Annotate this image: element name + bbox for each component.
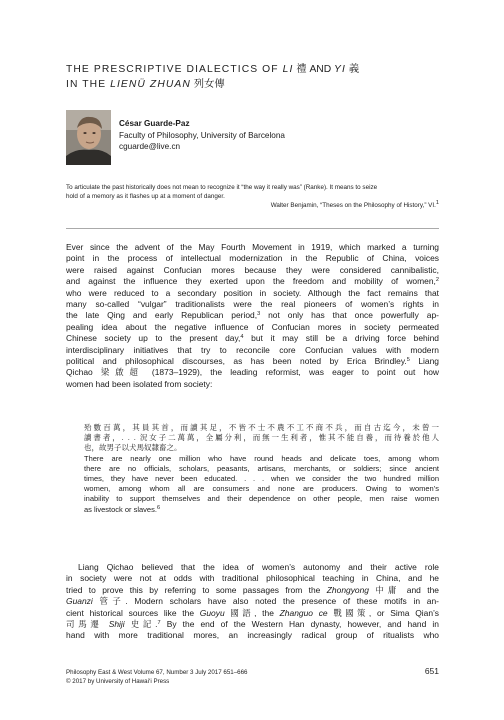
text-line: in society were not at odds with traditional philosophical teaching in China, and he bbox=[66, 573, 439, 584]
footnote-ref[interactable]: 4 bbox=[240, 334, 244, 341]
journal-citation: Philosophy East & West Volume 67, Number 3 July 2017 651–666 bbox=[66, 669, 248, 676]
footnote-ref[interactable]: 2 bbox=[435, 277, 439, 284]
quote-english-line: times, they have never been educated. . . . when we consider the two hundred million bbox=[84, 474, 439, 484]
quote-english-line: as livestock or slaves.$^6$ bbox=[84, 504, 161, 514]
quote-chinese-line: 殆數百萬，其員其首，而讀其足，不皆不士不農不工不商不兵，而自古迄今，未曾一 bbox=[84, 423, 439, 432]
text-line: and against the influence they exerted upon the freedom and mobility of women,$^2$ bbox=[66, 276, 439, 287]
text-line: Liang Qichao believed that the idea of women’s autonomy and their active role bbox=[78, 562, 439, 572]
epigraph-line: To articulate the past historically does not mean to recognize it “the way it really was” (Ranke). It means to seize bbox=[66, 184, 378, 191]
body-paragraph-2 bbox=[66, 562, 439, 642]
epigraph-line: hold of a memory as it flashes up at a moment of danger. bbox=[66, 192, 225, 200]
text-line: Guanzi 管子. Modern scholars have also noted the presence of these motifs in an- bbox=[66, 596, 439, 607]
text-line: hand with more traditional mores, an increasingly radical group of ritualists who bbox=[66, 630, 439, 641]
footnote-ref[interactable]: 6 bbox=[156, 504, 161, 511]
copyright: © 2017 by University of Hawai‘i Press bbox=[66, 678, 170, 686]
epigraph bbox=[66, 184, 439, 211]
author-email[interactable]: cguarde@live.cn bbox=[119, 142, 181, 152]
footnote-ref[interactable]: 1 bbox=[435, 199, 439, 206]
author-block bbox=[119, 118, 419, 153]
quote-chinese-line: 也，故男子以犬馬奴隸畜之。 bbox=[84, 443, 182, 453]
footnote-ref[interactable]: 3 bbox=[257, 311, 261, 318]
article-title bbox=[66, 63, 466, 92]
divider bbox=[66, 228, 439, 229]
author-photo bbox=[66, 110, 111, 165]
text-line: women had been isolated from society: bbox=[66, 378, 213, 389]
text-line: political and philosophical discourses, as has been noted by Erica Brindley.$^5$ Liang bbox=[66, 356, 439, 367]
title-line-2: IN THE LIENÜ ZHUAN 列女傳 bbox=[66, 78, 225, 90]
text-line: pealing idea about the negative influence of Confucian mores in society permeated bbox=[66, 321, 439, 332]
footnote-ref[interactable]: 5 bbox=[406, 357, 410, 364]
block-quote bbox=[84, 423, 439, 515]
quote-chinese-line: 讀書者，. . . 況女子二萬萬，全屬分利，而無一生利者，惟其不能自養，而待養於他人 bbox=[84, 433, 439, 443]
page-footer bbox=[66, 668, 248, 686]
epigraph-source: Walter Benjamin, “Theses on the Philosophy of History,” VI.$^1$ bbox=[270, 199, 439, 209]
author-affiliation: Faculty of Philosophy, University of Barcelona bbox=[119, 130, 285, 140]
text-line: Qichao 梁啟超 (1873–1929), the leading reformist, was eager to point out how bbox=[66, 367, 439, 378]
author-photo-image bbox=[66, 110, 111, 165]
text-line: point in the process of intellectual modernization in the Republic of China, voices bbox=[66, 253, 439, 264]
quote-english-line: inability to support themselves and their dependence on other people, men raise women bbox=[84, 494, 439, 504]
quote-english-line: There are nearly one million who have round heads and delicate toes, among whom bbox=[84, 453, 439, 463]
author-name: César Guarde-Paz bbox=[119, 119, 190, 128]
page-number: 651 bbox=[424, 666, 439, 676]
quote-english-line: there are no officials, scholars, peasants, artisans, merchants, or soldiers; since ancient bbox=[84, 463, 439, 473]
text-line: Ever since the advent of the May Fourth Movement in 1919, which marked a turning bbox=[66, 242, 439, 252]
body-paragraph-1 bbox=[66, 242, 439, 390]
text-line: who were reduced to a secondary position in society. Although the fact remains that bbox=[66, 287, 439, 298]
text-line: 司馬遷 Shiji 史記.$^7$ By the end of the Western Han dynasty, however, and hand in bbox=[66, 619, 439, 630]
footnote-ref[interactable]: 7 bbox=[157, 620, 161, 627]
text-line: Chinese society up to the present day,$^4$ but it may still be a driving force behind bbox=[66, 333, 439, 344]
text-line: cient historical sources like the Guoyu 國語, the Zhanguo ce 戰國策, or Sima Qian’s bbox=[66, 607, 439, 618]
text-line: many so-called “vulgar” traditionalists were the real pioneers of women’s rights in bbox=[66, 299, 439, 310]
text-line: were raised against Confucian mores because they were considered cannibalistic, bbox=[66, 264, 439, 275]
quote-english-line: women, among whom all are consumers and none are producers. Owing to women’s bbox=[84, 484, 439, 494]
text-line: interdisciplinary initiatives that try to reconcile core Confucian values with modern bbox=[66, 344, 439, 355]
text-line: tried to prove this by referring to some passages from the Zhongyong 中庸 and the bbox=[66, 584, 439, 595]
text-line: the late Qing and early Republican period,$^3$ not only has that once powerfully ap- bbox=[66, 310, 439, 321]
title-line-1: THE PRESCRIPTIVE DIALECTICS OF LI 禮 AND YI 義 bbox=[66, 64, 360, 75]
